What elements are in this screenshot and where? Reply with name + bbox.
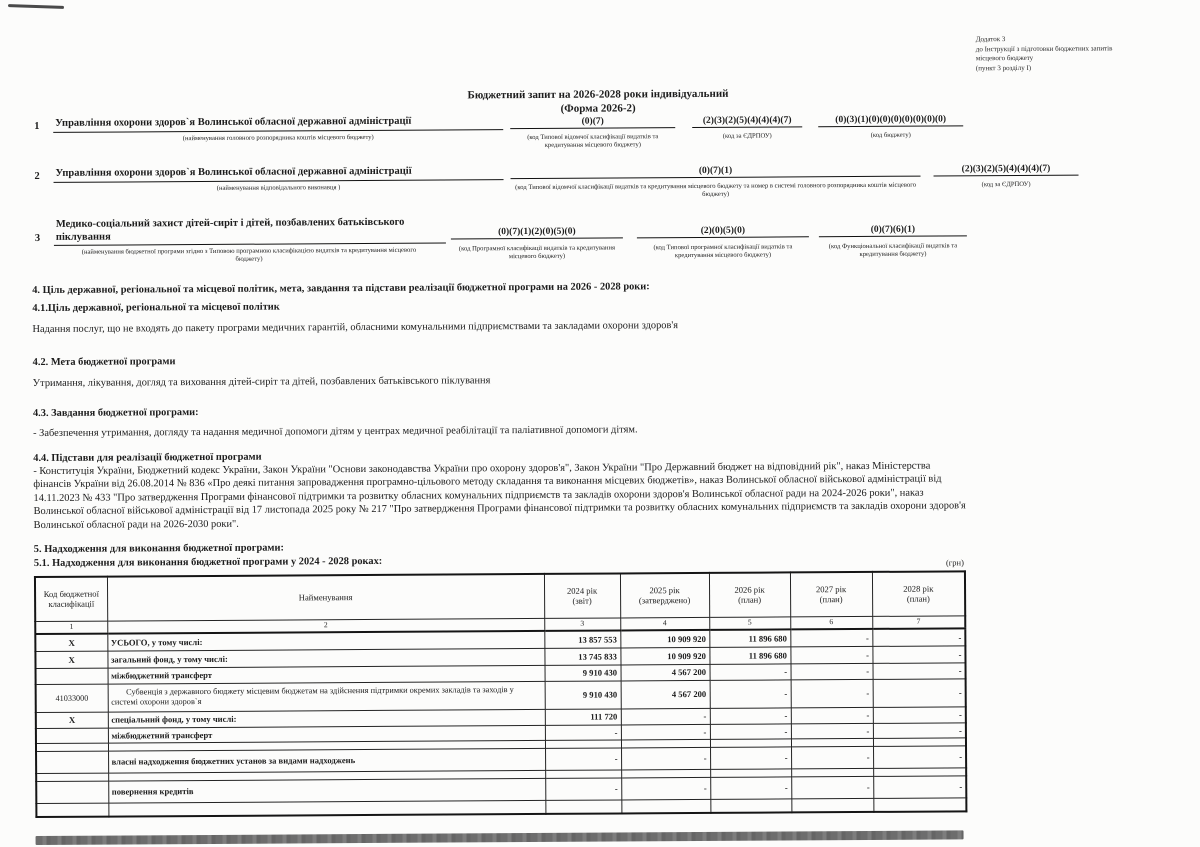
row-value-2024: 13 857 553	[544, 630, 620, 647]
col-number: 5	[709, 616, 790, 629]
row-value-2025: 4 567 200	[621, 664, 710, 681]
row-value-2027: -	[791, 746, 873, 769]
entry-3-number: 3	[34, 232, 41, 245]
row-value-2024: 13 745 833	[544, 647, 620, 664]
col-number: 6	[790, 616, 872, 630]
entry-1-code-2: (2)(3)(2)(5)(4)(4)(4)(7)	[702, 115, 792, 126]
row-name: УСЬОГО, у тому числі:	[107, 631, 544, 651]
row-value-2025: -	[621, 708, 710, 725]
row-value-2024: -	[545, 777, 621, 799]
title-line-1: Бюджетний запит на 2026-2028 роки індивідуальний	[467, 87, 729, 102]
entry-3-code-1: (0)(7)(1)(2)(0)(5)(0)	[498, 226, 576, 238]
section-4-2-text: Утримання, лікування, догляд та виховання дітей-сиріт та дітей, позбавлених батьківського піклування	[32, 375, 491, 390]
row-value-2025	[621, 799, 710, 814]
entry-2-number: 2	[34, 170, 40, 183]
row-code: X	[35, 634, 107, 651]
row-value-2027: -	[790, 629, 872, 647]
entry-2-code-1-caption: (код Типової відомчої класифікації видатків та кредитування місцевого бюджету та номер в системі головного розпорядника коштів місцевого бюджету)	[515, 181, 917, 199]
entry-3-name: Медико-соціальний захист дітей-сиріт і дітей, позбавлених батьківського піклування	[55, 216, 405, 243]
year-note: (звіт)	[572, 595, 592, 607]
entry-3-code-3-caption: (код Функціональної класифікації видатків та кредитування бюджету)	[828, 242, 958, 259]
row-value-2024: 111 720	[545, 708, 621, 724]
row-value-2028	[873, 797, 966, 812]
row-code	[36, 781, 108, 803]
row-value-2028: -	[872, 628, 965, 646]
year-label: 2027 рік	[815, 583, 847, 595]
row-value-2026: 11 896 680	[709, 646, 790, 663]
entry-1-code-3-caption: (код бюджету)	[870, 131, 911, 139]
row-value-2027: -	[791, 707, 873, 724]
entry-1-code-1: (0)(7)	[581, 116, 604, 127]
annex-note	[976, 34, 1176, 74]
row-value-2027: -	[791, 776, 873, 799]
entry-1-name: Управління охорони здоров`я Волинської обласної державної адміністрації	[55, 115, 412, 129]
row-name: Субвенція з державного бюджету місцевим бюджетам на здійснення підтримки окремих закладів та заходів у системі охорони здоров`я	[108, 681, 545, 712]
row-value-2025: 10 909 920	[620, 647, 709, 665]
annex-line: Додаток 3	[975, 35, 1006, 44]
year-note: (план)	[819, 594, 843, 605]
section-4-2-heading: 4.2. Мета бюджетної програми	[32, 356, 176, 369]
row-value-2027: -	[791, 663, 873, 680]
row-code	[36, 751, 108, 773]
row-code	[36, 803, 108, 817]
entry-3-code-1-caption: (код Програмної класифікації видатків та кредитування місцевого бюджету)	[458, 244, 616, 261]
row-value-2028: -	[873, 775, 966, 798]
year-label: 2024 рік	[566, 585, 598, 596]
year-label: 2028 рік	[903, 583, 934, 594]
entry-2-name: Управління охорони здоров`я Волинської обласної державної адміністрації	[55, 165, 412, 179]
row-value-2028: -	[872, 645, 965, 663]
row-value-2026	[710, 798, 791, 812]
section-5-1-heading: 5.1. Надходження для виконання бюджетної програми у 2024 - 2028 роках:	[33, 555, 383, 570]
row-value-2028: -	[873, 722, 966, 738]
row-name: міжбюджетний трансферт	[108, 725, 545, 743]
section-4-1-heading: 4.1.Ціль державної, регіональної та місцевої політик	[32, 301, 280, 315]
entry-3-code-2-caption: (код Типової програмної класифікації видатків та кредитування місцевого бюджету)	[653, 243, 793, 260]
row-value-2025: -	[621, 777, 710, 800]
row-value-2026: -	[710, 746, 791, 768]
col-header-name: Найменування	[107, 574, 544, 621]
row-value-2026: -	[710, 663, 791, 679]
col-header-2027	[790, 572, 872, 617]
annex-line: (пункт 3 розділу I)	[975, 63, 1032, 73]
row-code	[36, 728, 108, 743]
row-value-2026: -	[710, 723, 791, 738]
col-header-2024	[544, 573, 620, 617]
col-header-2025	[620, 573, 709, 618]
entry-2-code-1: (0)(7)(1)	[698, 165, 733, 176]
section-4-1-text: Надання послуг, що не входять до пакету програми медичних гарантій, обласними комунальними підприємствами та закладами охорони здоров'я	[32, 320, 679, 336]
row-code: X	[35, 651, 107, 668]
scan-artifact-bottom-bar	[36, 830, 964, 845]
year-label: 2026 рік	[734, 584, 765, 595]
entry-1-code-3: (0)(3)(1)(0)(0)(0)(0)(0)(0)(0)	[835, 114, 947, 126]
col-number: 3	[544, 617, 620, 630]
col-number: 7	[872, 615, 965, 629]
entry-2-caption: (найменування відповідального виконавця )	[216, 184, 341, 192]
row-value-2027	[791, 798, 873, 813]
row-value-2024: -	[545, 747, 621, 769]
entry-2-code-2-caption: (код за ЄДРПОУ)	[981, 180, 1031, 189]
entry-3-code-2: (2)(0)(5)(0)	[700, 225, 746, 236]
document-title	[0, 85, 1198, 119]
row-value-2026: -	[710, 707, 791, 723]
row-value-2025: 4 567 200	[621, 680, 710, 709]
row-code: X	[36, 712, 108, 728]
entry-1-code-2-caption: (код за ЄДРПОУ)	[722, 132, 772, 140]
year-label: 2025 рік	[649, 584, 680, 596]
col-number: 2	[107, 618, 544, 634]
row-value-2025: -	[621, 747, 710, 770]
row-value-2028: -	[873, 678, 966, 707]
col-number: 1	[35, 621, 107, 634]
year-note: (план)	[906, 593, 930, 604]
row-value-2027: -	[791, 679, 873, 708]
col-header-2028	[872, 571, 965, 616]
entry-3-caption: (найменування бюджетної програми згідно з Типовою програмною класифікацією видатків та кредитування місцевого бюджету)	[81, 246, 417, 264]
section-4-heading: 4. Ціль державної, регіональної та місцевої політик, мета, завдання та підстави реалізації бюджетної програми на 2026 - 2028 роки:	[32, 281, 650, 297]
entry-1-number: 1	[34, 120, 40, 133]
entry-1-code-1-caption: (код Типової відомчої класифікації видатків та кредитування місцевого бюджету)	[527, 133, 659, 150]
revenues-table	[34, 570, 967, 818]
row-value-2024: 9 910 430	[545, 664, 621, 680]
row-value-2025: -	[621, 724, 710, 740]
year-note: (затверджено)	[638, 595, 691, 606]
row-value-2026: -	[710, 679, 791, 707]
row-name: спеціальний фонд, у тому числі:	[108, 709, 545, 728]
col-number: 4	[620, 617, 709, 631]
row-value-2026: 11 896 680	[709, 629, 790, 646]
row-code	[36, 668, 108, 684]
row-value-2024: -	[545, 724, 621, 739]
row-value-2028: -	[872, 662, 965, 679]
row-value-2028: -	[873, 706, 966, 723]
section-4-3-heading: 4.3. Завдання бюджетної програми:	[32, 407, 199, 420]
row-name: загальний фонд, у тому числі:	[107, 648, 544, 668]
row-value-2027: -	[791, 723, 873, 739]
annex-line: до Інструкції з підготовки бюджетних запитів	[975, 44, 1113, 53]
row-value-2026: -	[710, 776, 791, 798]
col-header-2026	[709, 572, 790, 616]
annex-line: місцевого бюджету	[975, 54, 1034, 63]
row-value-2028: -	[873, 745, 966, 768]
row-value-2025: 10 909 920	[620, 630, 709, 648]
section-4-3-text: - Забезпечення утримання, догляду та надання медичної допомоги дітям у центрах медичної реабілітації та паліативної допомоги дітям.	[33, 424, 638, 440]
col-header-code: Код бюджетної класифікації	[35, 577, 107, 621]
row-value-2024: 9 910 430	[545, 680, 621, 708]
entry-3-code-3: (0)(7)(6)(1)	[870, 224, 916, 235]
section-5-heading: 5. Надходження для виконання бюджетної програми:	[33, 542, 284, 556]
row-name: повернення кредитів	[108, 778, 545, 803]
row-name	[108, 800, 545, 817]
entry-2-code-2: (2)(3)(2)(5)(4)(4)(4)(7)	[961, 163, 1051, 175]
year-note: (план)	[738, 594, 762, 605]
title-line-2: (Форма 2026-2)	[560, 101, 636, 115]
entry-1-caption: (найменування головного розпорядника коштів місцевого бюджету)	[182, 133, 374, 143]
currency-note: (грн)	[945, 557, 964, 568]
row-name: міжбюджетний трансферт	[108, 665, 545, 684]
row-value-2027: -	[790, 646, 872, 664]
row-code: 41033000	[36, 684, 108, 712]
row-value-2024	[545, 799, 621, 813]
row-name: власні надходження бюджетних установ за видами надходжень	[108, 748, 545, 773]
section-4-4-heading: 4.4. Підстави для реалізації бюджетної програми	[33, 451, 262, 465]
section-4-4-text: - Конституція України, Бюджетний кодекс України, Закон України "Основи законодавства України про охорону здоров'я", Закон України "Про Державний бюджет на відповідний рік", наказ Міністерства фінансів України від 26.08.2014 № 836 «Про деякі питання запровадження програмно-цільового методу складання та виконання місцевих бюджетів», наказ Волинської обласної військової адміністрації від 14.11.2023 № 433 "Про затвердження Програми фінансової підтримки та розвитку обласних комунальних підприємств та закладів охорони здоров'я Волинської обласної ради на 2024-2026 роки", наказ Волинської обласної військової адміністрації від 17 листопада 2025 року № 217 "Про затвердження Програми фінансової підтримки та розвитку обласних комунальних підприємств та закладів охорони здоров'я Волинської обласної ради на 2026-2030 роки".	[33, 460, 966, 531]
